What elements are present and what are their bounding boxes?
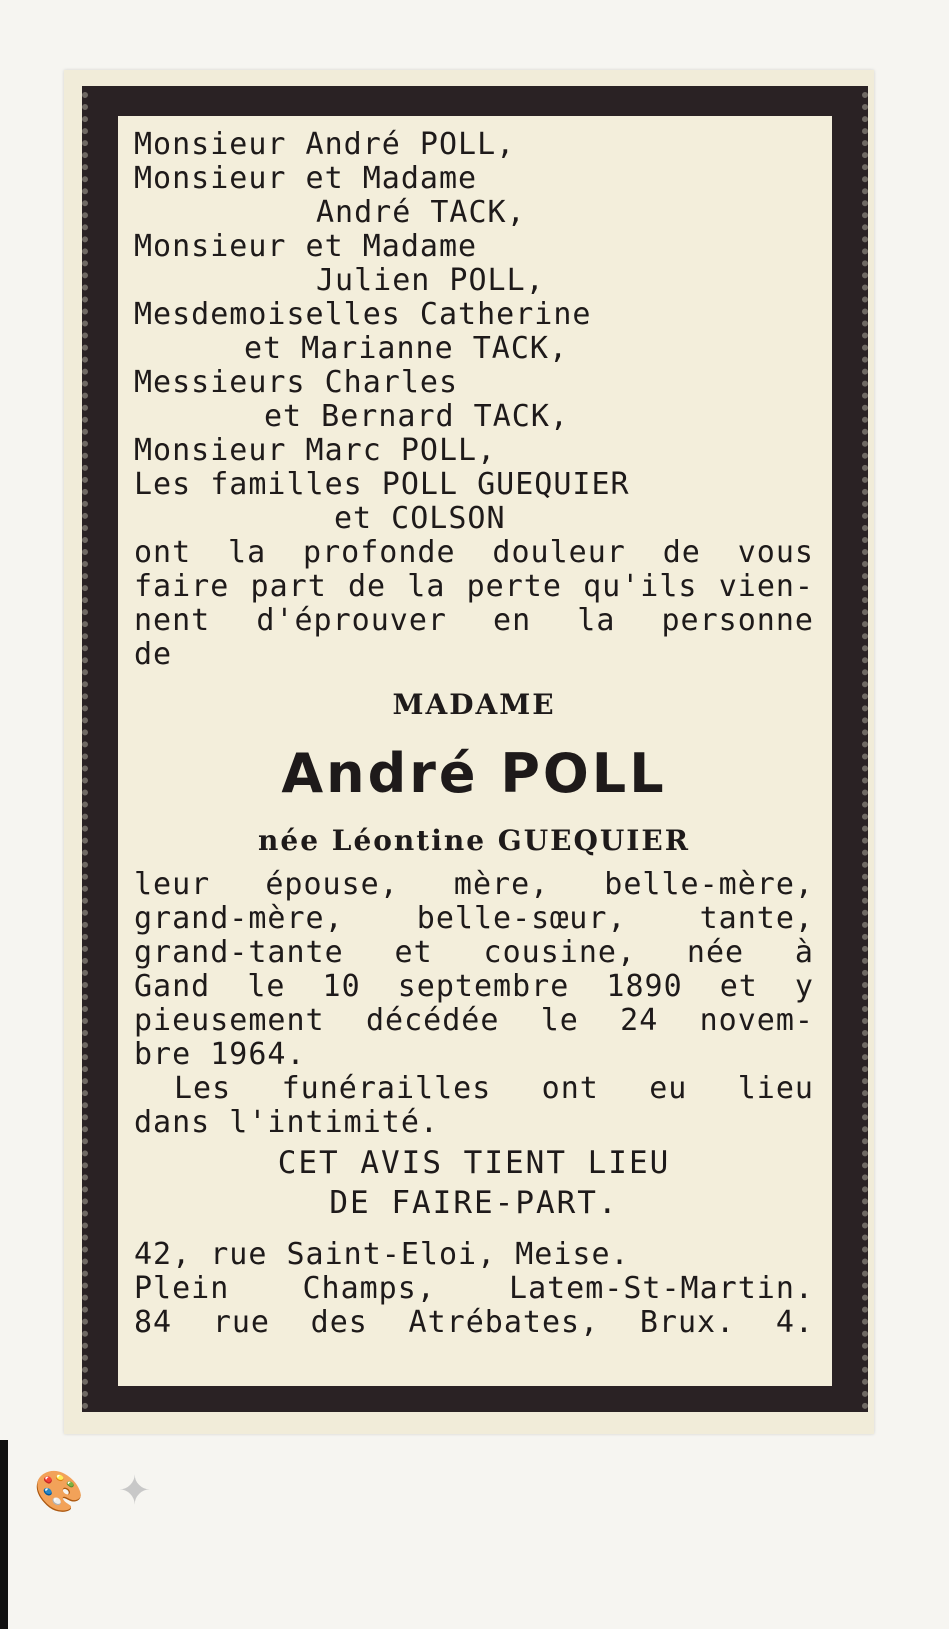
family-line: Monsieur André POLL, — [134, 127, 516, 162]
biography-line: pieusement décédée le 24 novem- — [134, 1003, 814, 1038]
palette-icon[interactable]: 🎨 — [34, 1469, 84, 1515]
death-notice-text — [134, 128, 814, 1340]
toolbar-icons — [34, 1468, 151, 1515]
family-line: et Marianne TACK, — [244, 331, 569, 366]
address-line: 84 rue des Atrébates, Brux. 4. — [134, 1305, 814, 1340]
page-edge-shadow — [0, 1440, 8, 1629]
family-line: Monsieur et Madame — [134, 229, 478, 264]
family-line: et Bernard TACK, — [264, 399, 569, 434]
announcement-line: de — [134, 637, 173, 672]
family-line: Messieurs Charles — [134, 365, 459, 400]
deceased-title: MADAME — [392, 688, 556, 721]
biography-line: bre 1964. — [134, 1037, 306, 1072]
biography-line: grand-tante et cousine, née à — [134, 935, 814, 970]
funeral-line: Les funérailles ont eu lieu — [174, 1071, 814, 1106]
family-line: André TACK, — [316, 195, 526, 230]
family-line: Monsieur Marc POLL, — [134, 433, 497, 468]
family-line: Mesdemoiselles Catherine — [134, 297, 592, 332]
biography-line: leur épouse, mère, belle-mère, — [134, 867, 814, 902]
notice-line: DE FAIRE-PART. — [329, 1185, 619, 1221]
family-line: Monsieur et Madame — [134, 161, 478, 196]
maiden-name: née Léontine GUEQUIER — [258, 824, 690, 857]
announcement-line: faire part de la perte qu'ils vien- — [134, 569, 814, 604]
family-line: et COLSON — [334, 501, 506, 536]
family-line: Les familles POLL GUEQUIER — [134, 467, 630, 502]
address-line: 42, rue Saint-Eloi, Meise. — [134, 1237, 630, 1272]
deceased-name: André POLL — [281, 742, 667, 805]
announcement-line: nent d'éprouver en la personne — [134, 603, 814, 638]
family-line: Julien POLL, — [316, 263, 545, 298]
biography-line: Gand le 10 septembre 1890 et y — [134, 969, 814, 1004]
funeral-line: dans l'intimité. — [134, 1105, 439, 1140]
biography-line: grand-mère, belle-sœur, tante, — [134, 901, 814, 936]
announcement-line: ont la profonde douleur de vous — [134, 535, 814, 570]
notice-line: CET AVIS TIENT LIEU — [277, 1145, 671, 1181]
magic-wand-icon[interactable]: ✦ — [117, 1468, 152, 1514]
address-line: Plein Champs, Latem-St-Martin. — [134, 1271, 814, 1306]
